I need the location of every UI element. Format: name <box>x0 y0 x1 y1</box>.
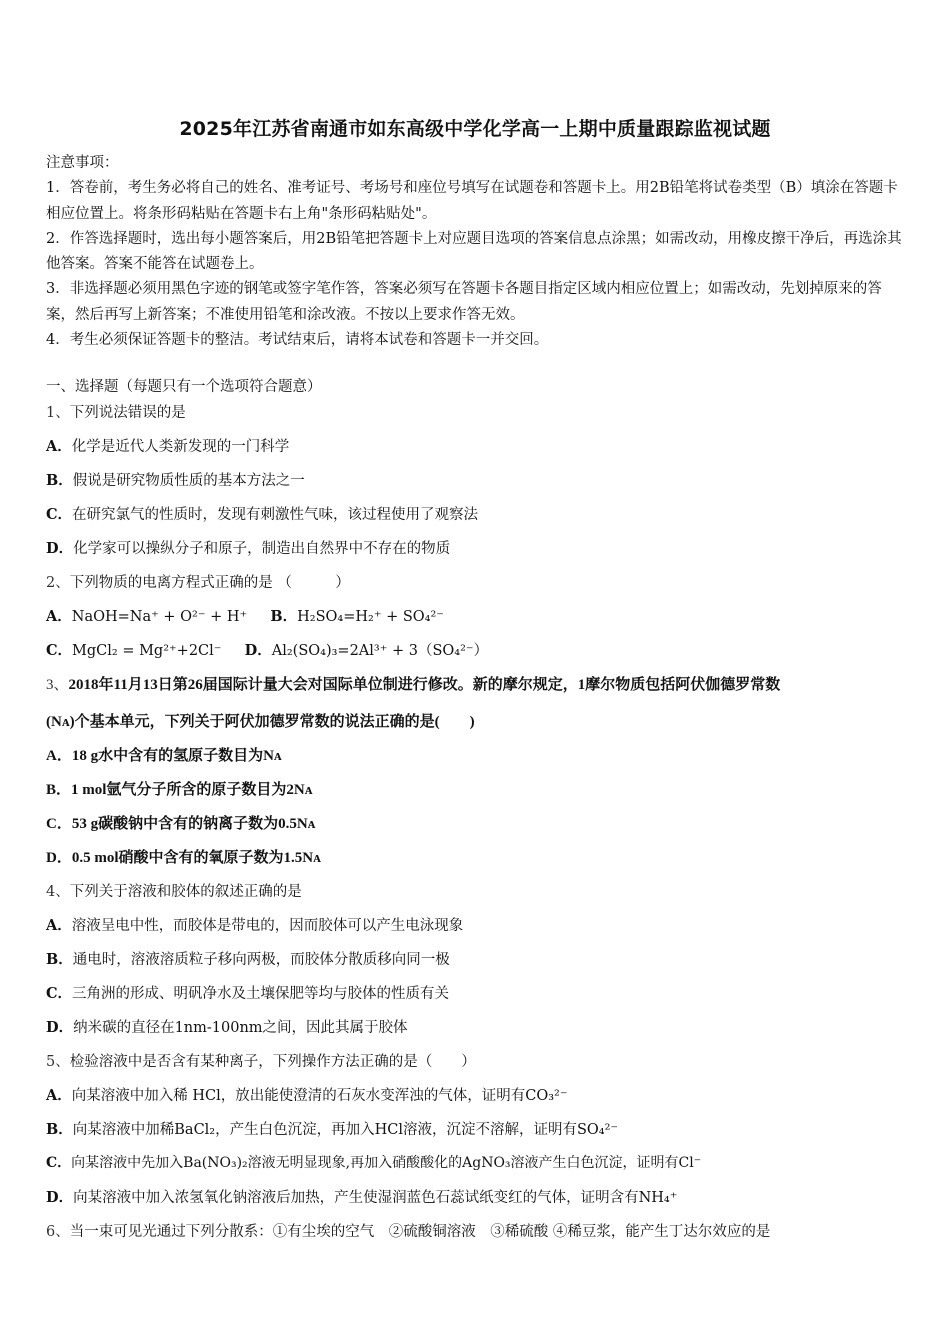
option-text: 在研究氯气的性质时，发现有刺激性气味，该过程使用了观察法 <box>72 507 479 523</box>
option-letter: B． <box>46 782 72 798</box>
option-letter: D． <box>46 1189 74 1206</box>
option-d <box>46 1186 677 1207</box>
option-letter: B． <box>46 951 73 968</box>
question-text: 下列关于溶液和胶体的叙述正确的是 <box>69 884 302 900</box>
option-text: 通电时，溶液溶质粒子移向两极，而胶体分散质移向同一极 <box>72 952 450 968</box>
option-letter: D． <box>46 1019 74 1036</box>
question-stem <box>46 1220 770 1241</box>
question-number: 2、 <box>46 575 70 591</box>
option-letter: D． <box>244 642 272 659</box>
option-c <box>46 812 315 833</box>
option-text: H₂SO₄=H₂⁺ + SO₄²⁻ <box>297 609 444 625</box>
option-a <box>46 1084 568 1105</box>
question-number: 3、 <box>46 677 69 693</box>
option-text: 18 g水中含有的氢原子数目为Nᴀ <box>71 748 282 764</box>
option-letter: C． <box>46 985 73 1002</box>
option-a <box>46 435 289 456</box>
option-text: 向某溶液中先加入Ba(NO₃)₂溶液无明显现象,再加入硝酸酸化的AgNO₃溶液产生白色沉淀，证明有Cl⁻ <box>71 1155 702 1171</box>
option-text: 溶液呈电中性，而胶体是带电的，因而胶体可以产生电泳现象 <box>71 918 464 934</box>
option-row-cd <box>46 639 488 660</box>
option-text: 向某溶液中加入稀 HCl，放出能使澄清的石灰水变浑浊的气体，证明有CO₃²⁻ <box>71 1088 568 1104</box>
option-letter: C． <box>46 816 72 832</box>
question-stem <box>46 880 302 901</box>
question-stem <box>46 1050 476 1071</box>
option-text: 假说是研究物质性质的基本方法之一 <box>72 473 305 489</box>
option-letter: B． <box>46 1121 73 1138</box>
question-text: 下列物质的电离方程式正确的是 （ ） <box>69 575 350 591</box>
section-heading: 一、选择题（每题只有一个选项符合题意） <box>46 379 322 395</box>
option-text: 1 mol氩气分子所含的原子数目为2Nᴀ <box>71 782 313 798</box>
question-stem <box>46 673 780 694</box>
question-text: 当一束可见光通过下列分散系：①有尘埃的空气 ②硫酸铜溶液 ③稀硫酸 ④稀豆浆，能产生丁达尔效应的是 <box>69 1224 771 1240</box>
question-stem <box>46 401 186 422</box>
option-d <box>46 537 450 558</box>
option-a <box>46 744 282 765</box>
option-b <box>46 778 313 799</box>
option-text: 0.5 mol硝酸中含有的氧原子数为1.5Nᴀ <box>71 850 321 866</box>
question-number: 6、 <box>46 1224 70 1240</box>
option-text: 向某溶液中加入浓氢氧化钠溶液后加热，产生使湿润蓝色石蕊试纸变红的气体，证明含有NH₄⁺ <box>73 1190 678 1206</box>
notes-heading: 注意事项： <box>46 155 119 171</box>
option-letter: C． <box>46 506 73 523</box>
question-number: 4、 <box>46 884 70 900</box>
option-text: 化学是近代人类新发现的一门科学 <box>71 439 290 455</box>
option-letter: C． <box>46 1155 72 1171</box>
option-letter: A． <box>46 438 72 455</box>
option-b <box>46 1118 618 1139</box>
option-letter: D． <box>46 850 72 866</box>
question-text: 2018年11月13日第26届国际计量大会对国际单位制进行修改。新的摩尔规定，1摩尔物质包括阿伏伽德罗常数 <box>68 677 781 693</box>
option-text: MgCl₂ = Mg²⁺+2Cl⁻ <box>72 643 222 659</box>
option-b <box>46 948 450 969</box>
option-letter: A． <box>46 608 72 625</box>
option-text: 三角洲的形成、明矾净水及土壤保肥等均与胶体的性质有关 <box>72 986 450 1002</box>
question-stem <box>46 571 350 592</box>
option-d <box>46 1016 408 1037</box>
question-number: 5、 <box>46 1054 70 1070</box>
option-letter: C． <box>46 642 73 659</box>
option-row-ab <box>46 605 444 626</box>
notes-block <box>46 151 906 353</box>
question-text: 下列说法错误的是 <box>69 405 186 421</box>
option-letter: B． <box>270 608 298 625</box>
option-letter: A． <box>46 917 72 934</box>
option-letter: A． <box>46 1087 72 1104</box>
question-text: 检验溶液中是否含有某种离子，下列操作方法正确的是（ ） <box>69 1054 476 1070</box>
option-letter: B． <box>46 472 73 489</box>
option-text: 向某溶液中加稀BaCl₂，产生白色沉淀，再加入HCl溶液，沉淀不溶解，证明有SO₄²⁻ <box>72 1122 619 1138</box>
option-d <box>46 846 321 867</box>
question-stem-continued: (Nᴀ)个基本单元，下列关于阿伏加德罗常数的说法正确的是( ) <box>46 714 475 730</box>
option-c <box>46 982 449 1003</box>
option-text: 化学家可以操纵分子和原子，制造出自然界中不存在的物质 <box>73 541 451 557</box>
note-item: 3．非选择题必须用黑色字迹的钢笔或签字笔作答，答案必须写在答题卡各题目指定区域内相应位置上；如需改动，先划掉原来的答案，然后再写上新答案；不准使用铅笔和涂改液。不按以上要求作答无效。 <box>46 281 882 323</box>
option-text: 53 g碳酸钠中含有的钠离子数为0.5Nᴀ <box>71 816 316 832</box>
option-text: NaOH=Na⁺ + O²⁻ + H⁺ <box>71 609 248 625</box>
option-c <box>46 1152 701 1172</box>
option-c <box>46 503 478 524</box>
option-letter: D． <box>46 540 74 557</box>
option-text: Al₂(SO₄)₃=2Al³⁺ + 3（SO₄²⁻） <box>271 643 489 659</box>
question-number: 1、 <box>46 405 70 421</box>
note-item: 2．作答选择题时，选出每小题答案后，用2B铅笔把答题卡上对应题目选项的答案信息点涂黑；如需改动，用橡皮擦干净后，再选涂其他答案。答案不能答在试题卷上。 <box>46 230 902 273</box>
note-item: 4．考生必须保证答题卡的整洁。考试结束后，请将本试卷和答题卡一并交回。 <box>46 332 549 349</box>
option-b <box>46 469 305 490</box>
page-title: 2025年江苏省南通市如东高级中学化学高一上期中质量跟踪监视试题 <box>179 118 771 140</box>
option-text: 纳米碳的直径在1nm-100nm之间，因此其属于胶体 <box>73 1020 408 1036</box>
option-letter: A． <box>46 748 72 764</box>
note-item: 1．答卷前，考生务必将自己的姓名、准考证号、考场号和座位号填写在试题卷和答题卡上。用2B铅笔将试卷类型（B）填涂在答题卡相应位置上。将条形码粘贴在答题卡右上角"条形码粘贴处"。 <box>46 180 898 222</box>
option-a <box>46 914 463 935</box>
